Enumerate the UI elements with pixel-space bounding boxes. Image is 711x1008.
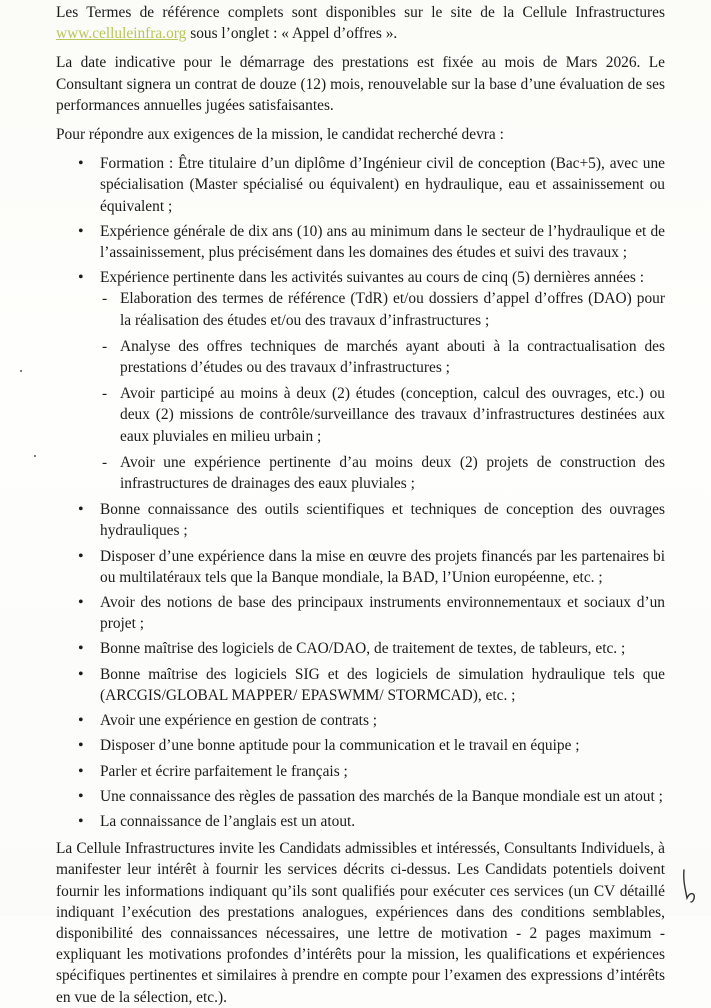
- terms-text-end: sous l’onglet : « Appel d’offres ».: [186, 25, 398, 43]
- paragraph-requirements-intro: Pour répondre aux exigences de la mission, le candidat recherché devra :: [56, 126, 504, 144]
- list-item: • Parler et écrire parfaitement le français ;: [100, 761, 665, 782]
- handwritten-initial-mark: [681, 868, 697, 904]
- sub-list-item: - Analyse des offres techniques de marchés ayant abouti à la contractualisation des prestations d’études ou des travaux d’infrastructures ;: [120, 336, 665, 378]
- sub-list-item: - Avoir participé au moins à deux (2) études (conception, calcul des ouvrages, etc.) ou deux (2) missions de contrôle/surveillance des travaux d’infrastructures destinées aux eaux pluviales en milieu urbain ;: [120, 383, 665, 447]
- paragraph-start-date: La date indicative pour le démarrage des prestations est fixée au mois de Mars 2026. Le Consultant signera un contrat de douze (12) mois, renouvelable sur la base d’une évaluation de ses performances annuelles jugées satisfaisantes.: [56, 54, 665, 114]
- list-item-general-experience: • Expérience générale de dix ans (10) ans au minimum dans le secteur de l’hydraulique et de l’assainissement, plus précisément dans les domaines des études et suivi des travaux ;: [100, 221, 665, 263]
- sub-list-item: - Elaboration des termes de référence (TdR) et/ou dossiers d’appel d’offres (DAO) pour la réalisation des études et/ou des travaux d’infrastructures ;: [120, 288, 665, 330]
- list-item: • Disposer d’une expérience dans la mise en œuvre des projets financés par les partenaires bi ou multilatéraux tels que la Banque mondiale, la BAD, l’Union européenne, etc. ;: [100, 546, 665, 588]
- relevant-experience-label: Expérience pertinente dans les activités suivantes au cours de cinq (5) dernières années :: [100, 269, 645, 287]
- relevant-experience-sublist: [100, 288, 665, 494]
- website-link[interactable]: www.celluleinfra.org: [56, 25, 187, 43]
- paragraph-invitation: La Cellule Infrastructures invite les Candidats admissibles et intéressés, Consultants Individuels, à manifester leur intérêt à fournir les services décrits ci-dessus. Les Candidats potentiels doivent fournir les informations indiquant qu’ils sont qualifiés pour exécuter ces services (un CV détaillé indiquant l’exécution des prestations analogues, expériences dans des conditions semblables, disponibilité des connaissances nécessaires, une lettre de motivation - 2 pages maximum - expliquant les motivations profondes d’intérêts pour la mission, les qualifications et expériences spécifiques pertinentes et similaires à prendre en compte pour l’examen des expressions d’intérêts en vue de la sélection, etc.).: [56, 840, 665, 1006]
- list-item-formation: • Formation : Être titulaire d’un diplôme d’Ingénieur civil de conception (Bac+5), avec une spécialisation (Master spécialisé ou équivalent) en hydraulique, eau et assainissement ou équivalent ;: [100, 153, 665, 217]
- list-item: • Une connaissance des règles de passation des marchés de la Banque mondiale est un atout ;: [100, 786, 665, 807]
- list-item: • Avoir des notions de base des principaux instruments environnementaux et sociaux d’un projet ;: [100, 592, 665, 634]
- list-item: • Avoir une expérience en gestion de contrats ;: [100, 710, 665, 731]
- list-item: • Bonne maîtrise des logiciels de CAO/DAO, de traitement de textes, de tableurs, etc. ;: [100, 638, 665, 659]
- list-item: • Bonne connaissance des outils scientifiques et techniques de conception des ouvrages hydrauliques ;: [100, 499, 665, 541]
- requirements-list: [56, 153, 665, 832]
- list-item: • Disposer d’une bonne aptitude pour la communication et le travail en équipe ;: [100, 735, 665, 756]
- paragraph-terms-availability: [56, 2, 665, 44]
- list-item: • La connaissance de l’anglais est un atout.: [100, 811, 665, 832]
- list-item-relevant-experience: [100, 267, 665, 494]
- scan-speck: [20, 370, 22, 372]
- terms-text-start: Les Termes de référence complets sont disponibles sur le site de la Cellule Infrastructures: [56, 4, 665, 21]
- sub-list-item: - Avoir une expérience pertinente d’au moins deux (2) projets de construction des infrastructures de drainages des eaux pluviales ;: [120, 452, 665, 494]
- list-item: • Bonne maîtrise des logiciels SIG et des logiciels de simulation hydraulique tels que (ARCGIS/GLOBAL MAPPER/ EPASWMM/ STORMCAD), etc. ;: [100, 664, 665, 706]
- scan-speck: [34, 455, 36, 457]
